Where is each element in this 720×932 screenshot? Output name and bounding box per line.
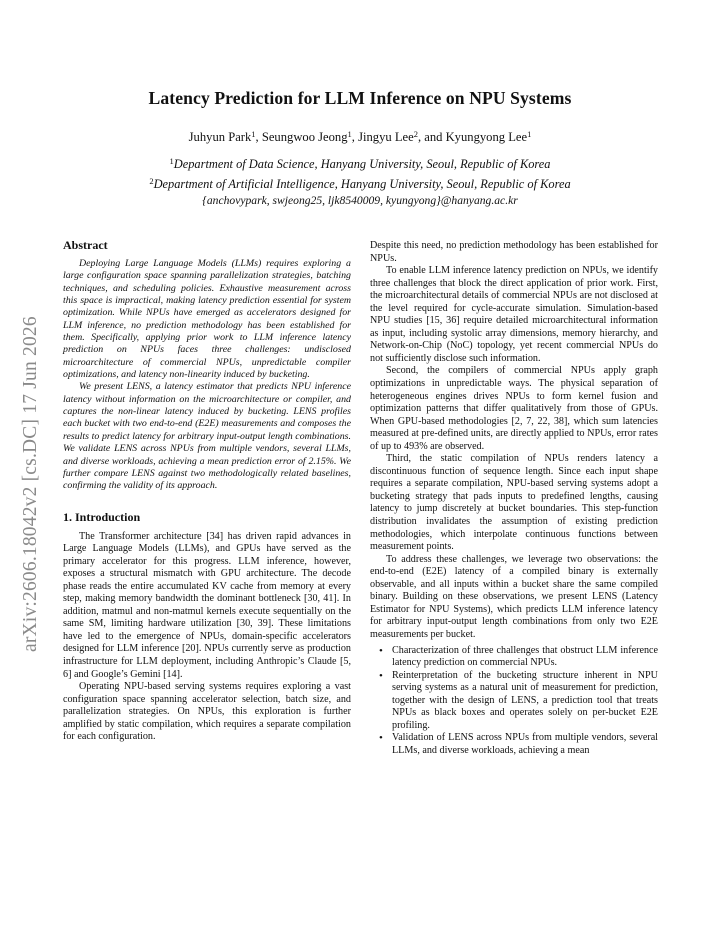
author-name: Jingyu Lee [358,130,414,144]
paper-title: Latency Prediction for LLM Inference on NPU Systems [148,88,572,108]
abstract-paragraph: We present LENS, a latency estimator that predicts NPU inference latency without information on the microarchitecture or compiler, and captures the non-linear latency induced by bucketing. LENS profiles each bucket with two end-to-end (E2E) measurements and composes the results to predict latency for arbitrary input-output length combinations. We validate LENS across NPUs from multiple vendors, several LLMs, and diverse workloads, achieving a mean prediction error of 2.15%. We further compare LENS against two methodologically related baselines, confirming the validity of its approach. [63,381,351,492]
list-item: • Validation of LENS across NPUs from multiple vendors, several LLMs, and diverse workloads, achieving a mean [392,732,658,757]
body-paragraph: Second, the compilers of commercial NPUs apply graph optimizations in unpredictable ways. The physical separation of heterogeneous engines drives NPUs to form kernel fusion and optimization patterns that differ qualitatively from those of GPUs. When GPU-based methodologies [2, 7, 22, 38], which sum latencies measured at pre-defined units, are directly applied to NPUs, error rates of up to 493% are observed. [370,365,658,452]
affiliation-number: 1 [169,156,174,166]
body-paragraph: Operating NPU-based serving systems requires exploring a vast configuration space spanning accelerator selection, batch size, and parallelization strategies. On NPUs, this exploration is further amplified by static compilation, which requires a separate compilation for each configuration. [63,681,351,743]
author-separator: , [351,130,359,144]
author-affiliation-mark: 2 [413,129,418,139]
author-separator: , [255,130,262,144]
right-column [370,240,658,757]
affiliation-2 [0,176,720,192]
arxiv-identifier: arXiv:2606.18042v2 [cs.DC] 17 Jun 2026 [20,316,41,652]
affiliation-1 [0,156,720,172]
affiliation-text: Department of Data Science, Hanyang University, Seoul, Republic of Korea [173,157,551,171]
abstract-heading: Abstract [63,238,108,252]
body-paragraph: To enable LLM inference latency prediction on NPUs, we identify three challenges that block the direct application of prior work. First, the microarchitectural details of commercial NPUs are not disclosed at the level required for cycle-accurate simulation. Simulation-based NPU studies [15, 36] require detailed microarchitectural information as input, including systolic array dimensions, memory hierarchy, and Network-on-Chip (NoC) topology, yet recent commercial NPUs do not sufficiently disclose such information. [370,265,658,364]
section-heading-introduction: 1. Introduction [63,509,141,524]
author-name: Juhyun Park [188,130,252,144]
body-paragraph: Third, the static compilation of NPUs renders latency a discontinuous function of sequence length. Since each input shape requires a separate compilation, NPU-based serving systems adopt a bucketing strategy that pads inputs to predefined lengths, causing latency to jump discretely at bucket boundaries. This step-function distribution invalidates the assumption of existing prediction methodologies, which interpolate continuous functions between measurement points. [370,453,658,553]
affiliation-text: Department of Artificial Intelligence, Hanyang University, Seoul, Republic of Korea [153,177,571,191]
left-column [63,238,351,744]
affiliation-number: 2 [149,176,154,186]
body-paragraph: Despite this need, no prediction methodology has been established for NPUs. [370,240,658,264]
author-name: Kyungyong Lee [445,130,528,144]
author-affiliation-mark: 1 [527,129,532,139]
author-affiliation-mark: 1 [251,129,256,139]
body-paragraph: To address these challenges, we leverage two observations: the end-to-end (E2E) latency of a compiled binary is externally observable, and all inputs within a bucket share the same compiled binary. Building on these observations, we present LENS (Latency Estimator for NPU Systems), which predicts LLM inference latency for arbitrary input-output length combinations from only two E2E measurements per bucket. [370,553,658,640]
author-name: Seungwoo Jeong [261,130,348,144]
list-item: • Characterization of three challenges that obstruct LLM inference latency prediction on commercial NPUs. [392,645,658,670]
list-item: • Reinterpretation of the bucketing structure inherent in NPU serving systems as a natural unit of measurement for prediction, together with the design of LENS, a prediction tool that treats NPUs as black boxes and operates solely on per-bucket E2E profiling. [392,670,658,733]
abstract-paragraph: Deploying Large Language Models (LLMs) requires exploring a large configuration space spanning parallelization strategies, batching techniques, and scheduling policies. Exhaustive measurement across this space is impractical, making latency prediction essential for system optimization. While NPUs have emerged as accelerators designed for LLM inference, no prediction methodology has been established for them. Specifically, applying prior work to LLM inference latency prediction on NPUs faces three challenges: undisclosed microarchitecture of commercial NPUs, unpredictable compiler optimizations, and latency non-linearity induced by bucketing. [63,258,351,381]
author-emails: {anchovypark, swjeong25, ljk8540009, kyungyong}@hanyang.ac.kr [202,194,518,207]
contribution-list [370,645,658,758]
abstract-section [63,238,351,493]
author-affiliation-mark: 1 [347,129,352,139]
body-paragraph: The Transformer architecture [34] has driven rapid advances in Large Language Models (LLMs), and GPUs have served as the primary accelerator for this progress. LLM inference, however, exposes a structural mismatch with GPU architecture. The decode phase reads the entire accumulated KV cache from memory at every step, making memory bandwidth the dominant bottleneck [30, 41]. In addition, matmul and non-matmul kernels execute sequentially on the same SM, limiting hardware utilization [30, 39]. These limitations have led to the emergence of NPUs, domain-specific accelerators designed for LLM inference [20]. NPUs currently serve as production infrastructure for LLM deployment, including Anthropic’s Claude [5, 6] and Google’s Gemini [14]. [63,530,351,680]
author-list [0,129,720,145]
author-separator: , and [417,130,446,144]
